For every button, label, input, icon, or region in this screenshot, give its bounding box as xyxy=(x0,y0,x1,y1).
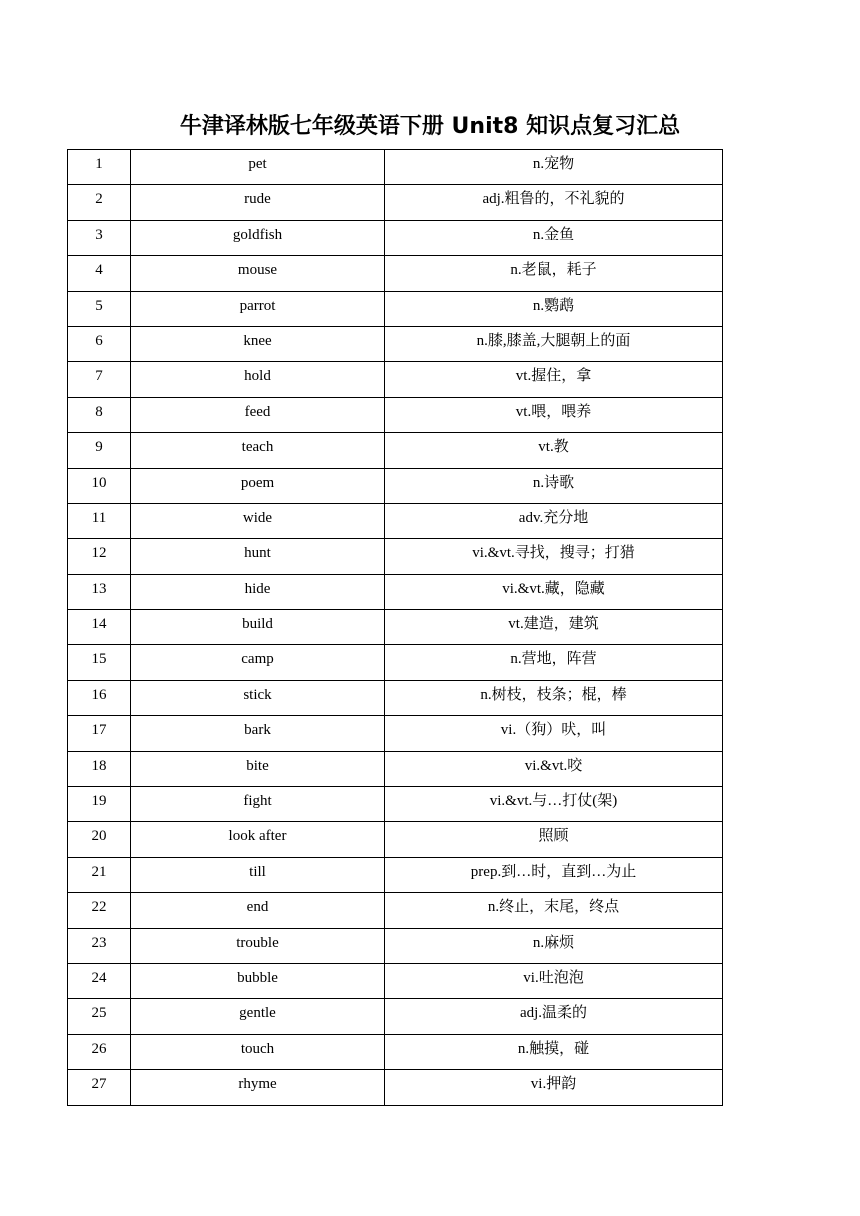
word-cell: stick xyxy=(131,680,385,715)
table-row xyxy=(68,716,723,751)
definition-cell: vi.&vt.咬 xyxy=(385,751,723,786)
word-cell: fight xyxy=(131,787,385,822)
row-number: 14 xyxy=(68,610,131,645)
row-number: 24 xyxy=(68,963,131,998)
word-cell: hunt xyxy=(131,539,385,574)
word-cell: look after xyxy=(131,822,385,857)
table-row xyxy=(68,857,723,892)
definition-cell: n.金鱼 xyxy=(385,220,723,255)
row-number: 7 xyxy=(68,362,131,397)
definition-cell: prep.到…时，直到…为止 xyxy=(385,857,723,892)
table-row xyxy=(68,680,723,715)
word-cell: feed xyxy=(131,397,385,432)
definition-cell: n.终止，末尾，终点 xyxy=(385,893,723,928)
row-number: 8 xyxy=(68,397,131,432)
word-cell: trouble xyxy=(131,928,385,963)
table-row xyxy=(68,574,723,609)
definition-cell: adj.温柔的 xyxy=(385,999,723,1034)
definition-cell: adj.粗鲁的，不礼貌的 xyxy=(385,185,723,220)
row-number: 17 xyxy=(68,716,131,751)
word-cell: teach xyxy=(131,433,385,468)
word-cell: rude xyxy=(131,185,385,220)
definition-cell: n.麻烦 xyxy=(385,928,723,963)
table-row xyxy=(68,185,723,220)
table-row xyxy=(68,433,723,468)
table-row xyxy=(68,256,723,291)
word-cell: mouse xyxy=(131,256,385,291)
word-cell: touch xyxy=(131,1034,385,1069)
table-row xyxy=(68,539,723,574)
word-cell: bubble xyxy=(131,963,385,998)
word-cell: knee xyxy=(131,326,385,361)
definition-cell: n.触摸，碰 xyxy=(385,1034,723,1069)
row-number: 18 xyxy=(68,751,131,786)
definition-cell: vi.&vt.藏，隐藏 xyxy=(385,574,723,609)
word-cell: parrot xyxy=(131,291,385,326)
row-number: 6 xyxy=(68,326,131,361)
page-title: 牛津译林版七年级英语下册 Unit8 知识点复习汇总 xyxy=(179,114,681,139)
row-number: 5 xyxy=(68,291,131,326)
definition-cell: n.树枝，枝条；棍，棒 xyxy=(385,680,723,715)
row-number: 1 xyxy=(68,150,131,185)
row-number: 27 xyxy=(68,1070,131,1105)
row-number: 23 xyxy=(68,928,131,963)
definition-cell: vt.教 xyxy=(385,433,723,468)
word-cell: camp xyxy=(131,645,385,680)
table-row xyxy=(68,822,723,857)
row-number: 20 xyxy=(68,822,131,857)
definition-cell: vi.&vt.寻找，搜寻；打猎 xyxy=(385,539,723,574)
word-cell: goldfish xyxy=(131,220,385,255)
table-row xyxy=(68,362,723,397)
table-row xyxy=(68,610,723,645)
word-cell: bark xyxy=(131,716,385,751)
table-row xyxy=(68,291,723,326)
table-row xyxy=(68,503,723,538)
row-number: 15 xyxy=(68,645,131,680)
definition-cell: vi.押韵 xyxy=(385,1070,723,1105)
table-row xyxy=(68,963,723,998)
word-cell: end xyxy=(131,893,385,928)
definition-cell: 照顾 xyxy=(385,822,723,857)
row-number: 9 xyxy=(68,433,131,468)
vocabulary-table-body xyxy=(68,150,723,1106)
table-row xyxy=(68,326,723,361)
table-row xyxy=(68,1034,723,1069)
table-row xyxy=(68,150,723,185)
table-row xyxy=(68,928,723,963)
word-cell: rhyme xyxy=(131,1070,385,1105)
word-cell: build xyxy=(131,610,385,645)
table-row xyxy=(68,220,723,255)
definition-cell: vt.握住，拿 xyxy=(385,362,723,397)
definition-cell: vt.喂，喂养 xyxy=(385,397,723,432)
row-number: 21 xyxy=(68,857,131,892)
table-row xyxy=(68,468,723,503)
row-number: 3 xyxy=(68,220,131,255)
row-number: 11 xyxy=(68,503,131,538)
row-number: 16 xyxy=(68,680,131,715)
row-number: 26 xyxy=(68,1034,131,1069)
word-cell: hide xyxy=(131,574,385,609)
definition-cell: vi.&vt.与…打仗(架) xyxy=(385,787,723,822)
definition-cell: vi.吐泡泡 xyxy=(385,963,723,998)
row-number: 22 xyxy=(68,893,131,928)
row-number: 13 xyxy=(68,574,131,609)
definition-cell: n.宠物 xyxy=(385,150,723,185)
table-row xyxy=(68,999,723,1034)
definition-cell: vi.（狗）吠，叫 xyxy=(385,716,723,751)
table-row xyxy=(68,397,723,432)
row-number: 10 xyxy=(68,468,131,503)
vocabulary-table xyxy=(67,149,723,1106)
row-number: 12 xyxy=(68,539,131,574)
table-row xyxy=(68,787,723,822)
table-row xyxy=(68,893,723,928)
definition-cell: n.膝,膝盖,大腿朝上的面 xyxy=(385,326,723,361)
table-row xyxy=(68,645,723,680)
definition-cell: n.诗歌 xyxy=(385,468,723,503)
definition-cell: n.营地，阵营 xyxy=(385,645,723,680)
row-number: 25 xyxy=(68,999,131,1034)
definition-cell: vt.建造，建筑 xyxy=(385,610,723,645)
word-cell: gentle xyxy=(131,999,385,1034)
word-cell: poem xyxy=(131,468,385,503)
row-number: 4 xyxy=(68,256,131,291)
word-cell: pet xyxy=(131,150,385,185)
row-number: 2 xyxy=(68,185,131,220)
word-cell: till xyxy=(131,857,385,892)
table-row xyxy=(68,751,723,786)
table-row xyxy=(68,1070,723,1105)
definition-cell: adv.充分地 xyxy=(385,503,723,538)
word-cell: bite xyxy=(131,751,385,786)
word-cell: hold xyxy=(131,362,385,397)
definition-cell: n.鹦鹉 xyxy=(385,291,723,326)
word-cell: wide xyxy=(131,503,385,538)
definition-cell: n.老鼠，耗子 xyxy=(385,256,723,291)
row-number: 19 xyxy=(68,787,131,822)
